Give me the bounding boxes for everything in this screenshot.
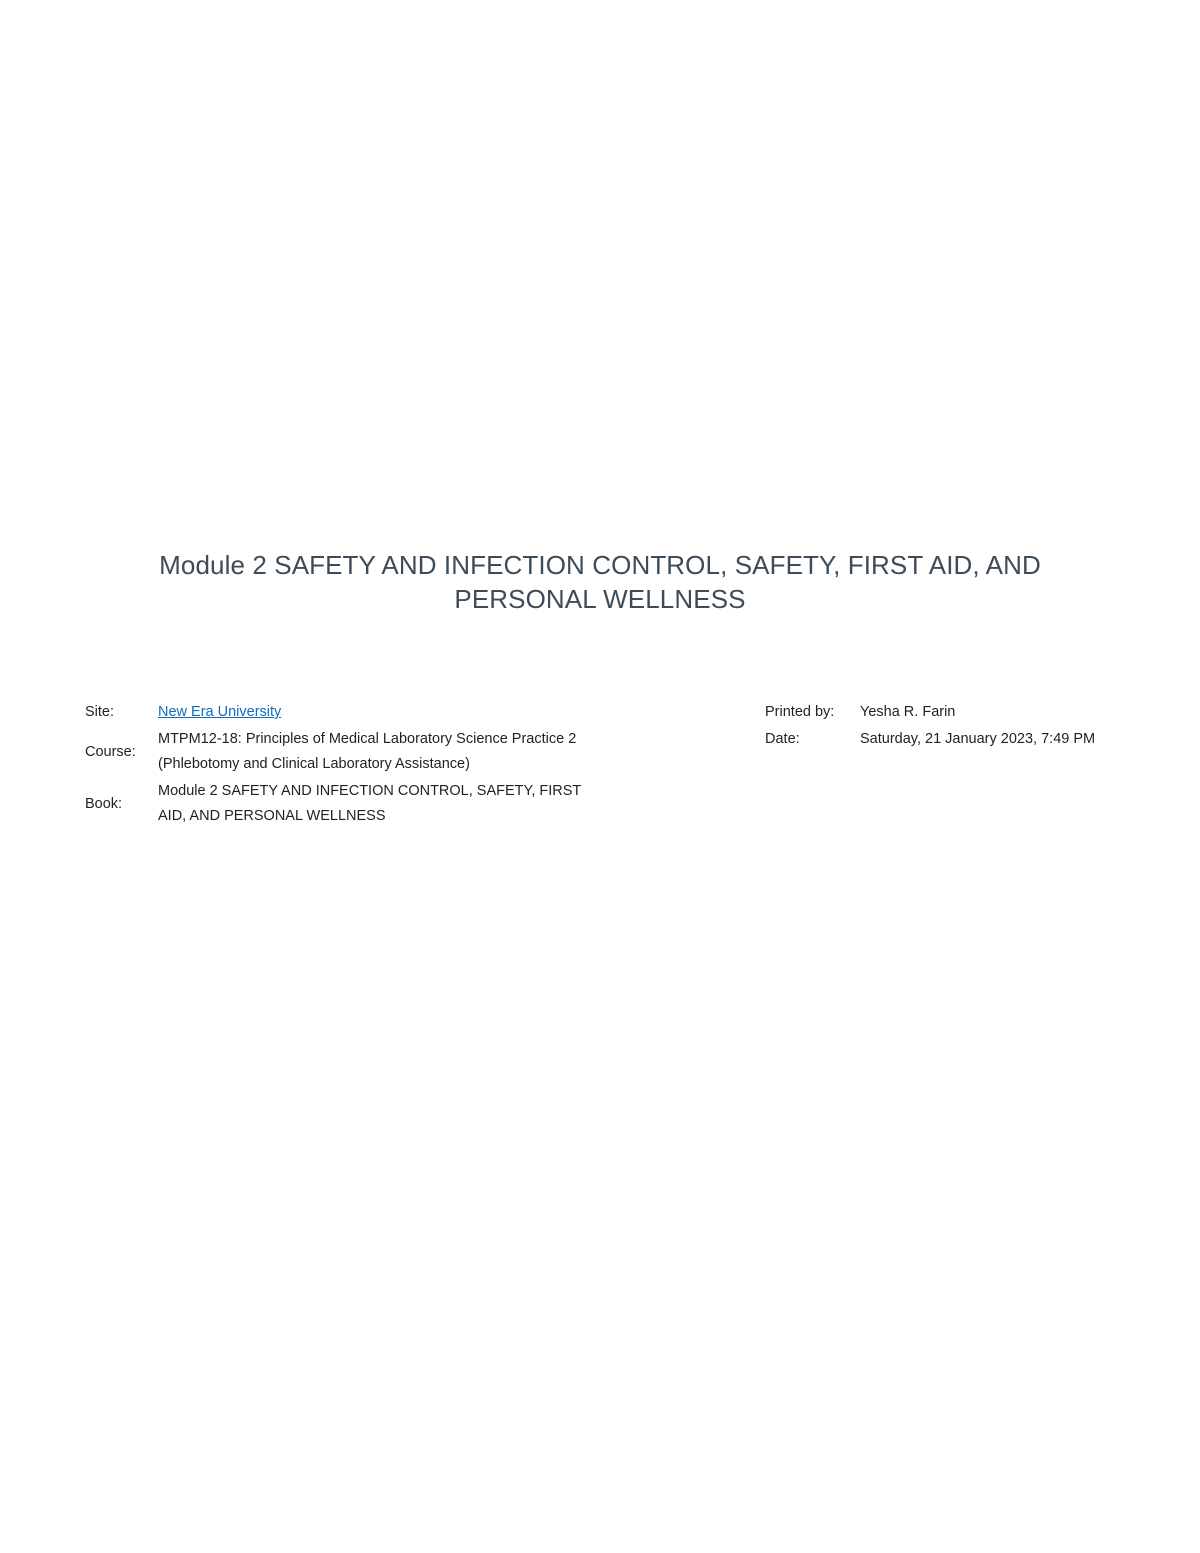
book-title: Module 2 SAFETY AND INFECTION CONTROL, SAFETY, FIRST AID, AND PERSONAL WELLNESS xyxy=(159,550,1041,614)
book-info-left xyxy=(85,700,625,831)
site-link[interactable]: New Era University xyxy=(158,704,282,720)
date-row xyxy=(765,727,1165,752)
printed-by-label: Printed by: xyxy=(765,704,835,720)
site-label: Site: xyxy=(85,704,115,720)
book-label: Book: xyxy=(85,795,123,812)
site-row xyxy=(85,700,625,725)
course-value: MTPM12-18: Principles of Medical Laboratory Science Practice 2 (Phlebotomy and Clinical Laboratory Assistance) xyxy=(158,731,577,772)
printed-by-value: Yesha R. Farin xyxy=(860,704,956,720)
course-row xyxy=(85,727,625,777)
date-value: Saturday, 21 January 2023, 7:49 PM xyxy=(860,731,1096,747)
printed-by-row xyxy=(765,700,1165,725)
course-label: Course: xyxy=(85,743,136,760)
book-info-right xyxy=(765,700,1165,754)
date-label: Date: xyxy=(765,731,800,747)
book-row xyxy=(85,779,625,829)
site-value xyxy=(158,700,608,725)
book-value: Module 2 SAFETY AND INFECTION CONTROL, SAFETY, FIRST AID, AND PERSONAL WELLNESS xyxy=(158,783,582,824)
